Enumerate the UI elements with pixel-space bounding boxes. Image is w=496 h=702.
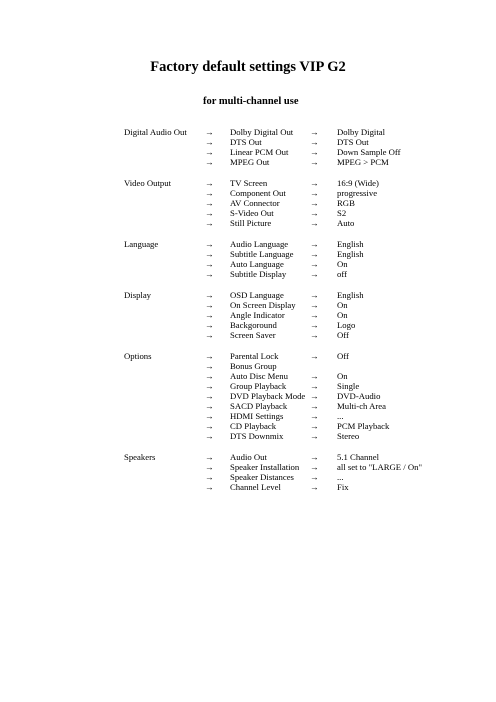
arrow-icon: → <box>205 137 214 147</box>
setting-name: Subtitle Language <box>230 249 294 259</box>
arrow-icon: → <box>205 320 214 330</box>
setting-value: MPEG > PCM <box>337 157 389 167</box>
setting-row <box>0 269 496 279</box>
setting-value: Off <box>337 351 349 361</box>
setting-row <box>0 137 496 147</box>
setting-name: Channel Level <box>230 482 281 492</box>
setting-name: Speaker Installation <box>230 462 300 472</box>
setting-row <box>0 147 496 157</box>
setting-name: On Screen Display <box>230 300 296 310</box>
setting-value: Auto <box>337 218 355 228</box>
setting-value: progressive <box>337 188 378 198</box>
setting-row <box>0 472 496 482</box>
setting-value: Single <box>337 381 360 391</box>
setting-name: Linear PCM Out <box>230 147 289 157</box>
arrow-icon: → <box>310 431 319 441</box>
arrow-icon: → <box>205 239 214 249</box>
arrow-icon: → <box>310 330 319 340</box>
section-video-output <box>0 178 496 228</box>
arrow-icon: → <box>310 269 319 279</box>
arrow-icon: → <box>205 147 214 157</box>
setting-value: 16:9 (Wide) <box>337 178 379 188</box>
setting-name: DTS Downmix <box>230 431 284 441</box>
setting-value: On <box>337 259 348 269</box>
setting-name: Backgoround <box>230 320 277 330</box>
setting-value: DTS Out <box>337 137 369 147</box>
setting-row <box>0 208 496 218</box>
section-digital-audio-out <box>0 127 496 167</box>
setting-value: PCM Playback <box>337 421 390 431</box>
arrow-icon: → <box>205 482 214 492</box>
setting-name: Speaker Distances <box>230 472 294 482</box>
setting-value: 5.1 Channel <box>337 452 379 462</box>
arrow-icon: → <box>310 198 319 208</box>
settings-list <box>0 127 496 503</box>
setting-name: Bonus Group <box>230 361 277 371</box>
setting-row <box>0 351 496 361</box>
setting-name: Subtitle Display <box>230 269 287 279</box>
setting-row <box>0 310 496 320</box>
setting-name: Auto Disc Menu <box>230 371 288 381</box>
arrow-icon: → <box>205 411 214 421</box>
arrow-icon: → <box>310 391 319 401</box>
setting-value: Down Sample Off <box>337 147 401 157</box>
section-label: Language <box>124 239 159 249</box>
arrow-icon: → <box>310 147 319 157</box>
arrow-icon: → <box>205 421 214 431</box>
setting-name: Audio Out <box>230 452 267 462</box>
section-label: Video Output <box>124 178 172 188</box>
setting-name: DTS Out <box>230 137 262 147</box>
setting-value: Stereo <box>337 431 360 441</box>
arrow-icon: → <box>310 259 319 269</box>
arrow-icon: → <box>205 188 214 198</box>
setting-value: Multi-ch Area <box>337 401 386 411</box>
section-display <box>0 290 496 340</box>
setting-value: English <box>337 239 364 249</box>
arrow-icon: → <box>310 127 319 137</box>
setting-row <box>0 330 496 340</box>
setting-name: HDMI Settings <box>230 411 284 421</box>
setting-value: S2 <box>337 208 347 218</box>
arrow-icon: → <box>205 361 214 371</box>
arrow-icon: → <box>205 198 214 208</box>
arrow-icon: → <box>205 401 214 411</box>
arrow-icon: → <box>205 452 214 462</box>
setting-row <box>0 249 496 259</box>
setting-name: Audio Language <box>230 239 289 249</box>
section-label: Speakers <box>124 452 156 462</box>
setting-value: On <box>337 310 348 320</box>
setting-name: SACD Playback <box>230 401 288 411</box>
setting-name: S-Video Out <box>230 208 274 218</box>
setting-value: ... <box>337 411 344 421</box>
setting-row <box>0 452 496 462</box>
setting-row <box>0 411 496 421</box>
setting-row <box>0 290 496 300</box>
arrow-icon: → <box>310 310 319 320</box>
setting-name: Auto Language <box>230 259 284 269</box>
setting-row <box>0 157 496 167</box>
setting-value: RGB <box>337 198 355 208</box>
arrow-icon: → <box>310 249 319 259</box>
arrow-icon: → <box>310 300 319 310</box>
arrow-icon: → <box>310 351 319 361</box>
setting-row <box>0 401 496 411</box>
arrow-icon: → <box>205 249 214 259</box>
arrow-icon: → <box>310 421 319 431</box>
setting-value: Off <box>337 330 349 340</box>
arrow-icon: → <box>205 290 214 300</box>
arrow-icon: → <box>310 401 319 411</box>
setting-row <box>0 371 496 381</box>
arrow-icon: → <box>310 411 319 421</box>
setting-value: Dolby Digital <box>337 127 386 137</box>
setting-row <box>0 218 496 228</box>
setting-row <box>0 431 496 441</box>
setting-name: MPEG Out <box>230 157 270 167</box>
arrow-icon: → <box>205 391 214 401</box>
setting-row <box>0 462 496 472</box>
setting-value: off <box>337 269 347 279</box>
arrow-icon: → <box>310 218 319 228</box>
arrow-icon: → <box>205 218 214 228</box>
document-title: Factory default settings VIP G2 <box>150 59 346 75</box>
setting-name: Screen Saver <box>230 330 276 340</box>
setting-name: Group Playback <box>230 381 287 391</box>
arrow-icon: → <box>205 371 214 381</box>
setting-name: OSD Language <box>230 290 284 300</box>
arrow-icon: → <box>205 330 214 340</box>
setting-row <box>0 421 496 431</box>
document-subtitle: for multi-channel use <box>203 96 299 107</box>
setting-row <box>0 127 496 137</box>
setting-row <box>0 320 496 330</box>
arrow-icon: → <box>310 452 319 462</box>
section-label: Options <box>124 351 152 361</box>
setting-row <box>0 188 496 198</box>
setting-row <box>0 391 496 401</box>
arrow-icon: → <box>205 462 214 472</box>
setting-name: Dolby Digital Out <box>230 127 294 137</box>
arrow-icon: → <box>310 188 319 198</box>
setting-value: On <box>337 300 348 310</box>
arrow-icon: → <box>205 208 214 218</box>
setting-name: Angle Indicator <box>230 310 285 320</box>
setting-row <box>0 178 496 188</box>
setting-value: ... <box>337 472 344 482</box>
arrow-icon: → <box>205 178 214 188</box>
setting-name: Still Picture <box>230 218 272 228</box>
arrow-icon: → <box>205 381 214 391</box>
arrow-icon: → <box>205 157 214 167</box>
arrow-icon: → <box>310 290 319 300</box>
section-speakers <box>0 452 496 492</box>
arrow-icon: → <box>205 351 214 361</box>
arrow-icon: → <box>310 371 319 381</box>
arrow-icon: → <box>310 462 319 472</box>
setting-row <box>0 198 496 208</box>
section-label: Digital Audio Out <box>124 127 187 137</box>
arrow-icon: → <box>310 482 319 492</box>
setting-name: CD Playback <box>230 421 277 431</box>
section-options <box>0 351 496 441</box>
arrow-icon: → <box>310 137 319 147</box>
setting-row <box>0 239 496 249</box>
arrow-icon: → <box>310 320 319 330</box>
setting-value: DVD-Audio <box>337 391 381 401</box>
arrow-icon: → <box>205 127 214 137</box>
section-label: Display <box>124 290 152 300</box>
arrow-icon: → <box>310 472 319 482</box>
setting-value: English <box>337 249 364 259</box>
arrow-icon: → <box>310 178 319 188</box>
arrow-icon: → <box>205 431 214 441</box>
arrow-icon: → <box>205 472 214 482</box>
arrow-icon: → <box>205 310 214 320</box>
setting-row <box>0 381 496 391</box>
setting-name: DVD Playback Mode <box>230 391 306 401</box>
setting-value: Fix <box>337 482 349 492</box>
arrow-icon: → <box>310 208 319 218</box>
setting-value: all set to "LARGE / On" <box>337 462 423 472</box>
setting-name: AV Connector <box>230 198 280 208</box>
setting-name: Parental Lock <box>230 351 279 361</box>
arrow-icon: → <box>310 239 319 249</box>
arrow-icon: → <box>205 259 214 269</box>
setting-row <box>0 482 496 492</box>
arrow-icon: → <box>310 381 319 391</box>
arrow-icon: → <box>205 269 214 279</box>
setting-value: English <box>337 290 364 300</box>
setting-row <box>0 300 496 310</box>
arrow-icon: → <box>205 300 214 310</box>
setting-name: TV Screen <box>230 178 268 188</box>
setting-value: On <box>337 371 348 381</box>
setting-value: Logo <box>337 320 356 330</box>
setting-row <box>0 361 496 371</box>
section-language <box>0 239 496 279</box>
setting-name: Component Out <box>230 188 286 198</box>
setting-row <box>0 259 496 269</box>
arrow-icon: → <box>310 157 319 167</box>
